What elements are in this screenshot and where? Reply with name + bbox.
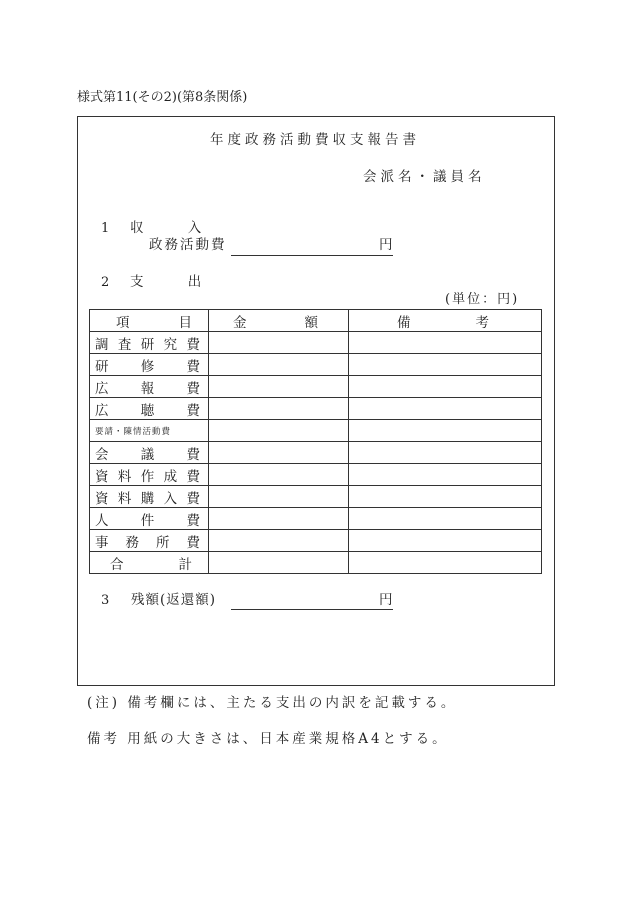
income-item-label: 政務活動費 (149, 237, 227, 253)
remarks-cell[interactable] (349, 464, 542, 486)
remarks-cell[interactable] (349, 376, 542, 398)
expense-item-label (90, 486, 209, 508)
remarks-cell[interactable] (349, 486, 542, 508)
expense-item-text: 人 件 費 (95, 512, 200, 529)
balance-section-label: 残額(返還額) (131, 592, 217, 608)
table-row (90, 332, 542, 354)
unit-note: (単位：円) (445, 292, 520, 307)
expense-item-text: 資 料 購 入 費 (95, 490, 200, 507)
expense-item-label (90, 442, 209, 464)
remarks-cell[interactable] (349, 530, 542, 552)
paper-size-note: 備考 用紙の大きさは、日本産業規格A4とする。 (87, 731, 449, 747)
header-remarks-char: 考 (475, 314, 489, 331)
expense-item-text: 資 料 作 成 費 (95, 468, 200, 485)
remarks-cell[interactable] (349, 354, 542, 376)
expense-item-label (90, 508, 209, 530)
table-row (90, 376, 542, 398)
header-item-char: 項 (116, 314, 130, 331)
table-row (90, 442, 542, 464)
remarks-cell[interactable] (349, 508, 542, 530)
amount-cell[interactable] (209, 354, 349, 376)
amount-cell[interactable] (209, 508, 349, 530)
header-remarks (349, 310, 542, 332)
expense-item-text: 広 聴 費 (95, 402, 200, 419)
balance-amount-underline (231, 609, 393, 610)
total-label-char: 合 (110, 556, 124, 573)
form-label: 様式第11(その2)(第8条関係) (77, 90, 248, 105)
total-remarks-cell[interactable] (349, 552, 542, 574)
expense-item-label (90, 376, 209, 398)
total-amount-cell[interactable] (209, 552, 349, 574)
amount-cell[interactable] (209, 398, 349, 420)
header-amount-char: 金 (233, 314, 247, 331)
table-row (90, 354, 542, 376)
remarks-cell[interactable] (349, 420, 542, 442)
expense-item-label (90, 464, 209, 486)
expense-item-label (90, 530, 209, 552)
expense-item-label (90, 332, 209, 354)
remarks-cell[interactable] (349, 398, 542, 420)
expense-item-text: 事 務 所 費 (95, 534, 200, 551)
remarks-cell[interactable] (349, 332, 542, 354)
amount-cell[interactable] (209, 376, 349, 398)
balance-section-number: 3 (101, 593, 110, 608)
faction-member-name-label: 会派名・議員名 (363, 169, 486, 185)
amount-cell[interactable] (209, 486, 349, 508)
header-amount (209, 310, 349, 332)
expense-item-text: 会 議 費 (95, 446, 200, 463)
expense-item-label (90, 420, 209, 442)
amount-cell[interactable] (209, 442, 349, 464)
total-label (90, 552, 209, 574)
table-row (90, 530, 542, 552)
amount-cell[interactable] (209, 464, 349, 486)
header-item-char: 目 (178, 314, 192, 331)
expense-item-text: 広 報 費 (95, 380, 200, 397)
income-unit-label: 円 (379, 237, 393, 253)
table-row (90, 420, 542, 442)
expense-item-text: 調 査 研 究 費 (95, 336, 200, 353)
remarks-cell[interactable] (349, 442, 542, 464)
expense-item-text: 要請・陳情活動費 (95, 426, 172, 437)
amount-cell[interactable] (209, 530, 349, 552)
total-row (90, 552, 542, 574)
income-section-number: 1 (101, 221, 110, 236)
expense-section-heading: 支 出 (130, 274, 222, 290)
table-row (90, 464, 542, 486)
balance-unit-label: 円 (379, 592, 393, 608)
table-row (90, 486, 542, 508)
table-row (90, 398, 542, 420)
header-remarks-char: 備 (397, 314, 411, 331)
income-amount-underline (231, 255, 393, 256)
header-item (90, 310, 209, 332)
remarks-column-note: (注) 備考欄には、主たる支出の内訳を記載する。 (87, 695, 458, 711)
amount-cell[interactable] (209, 332, 349, 354)
expense-section-number: 2 (101, 275, 110, 290)
expense-item-label (90, 354, 209, 376)
header-amount-char: 額 (304, 314, 318, 331)
report-title: 年度政務活動費収支報告書 (210, 132, 420, 148)
total-label-char: 計 (178, 556, 192, 573)
amount-cell[interactable] (209, 420, 349, 442)
income-section-heading: 収 入 (130, 220, 222, 236)
table-row (90, 508, 542, 530)
expense-table (89, 309, 542, 574)
expense-item-text: 研 修 費 (95, 358, 200, 375)
table-header-row (90, 310, 542, 332)
expense-item-label (90, 398, 209, 420)
